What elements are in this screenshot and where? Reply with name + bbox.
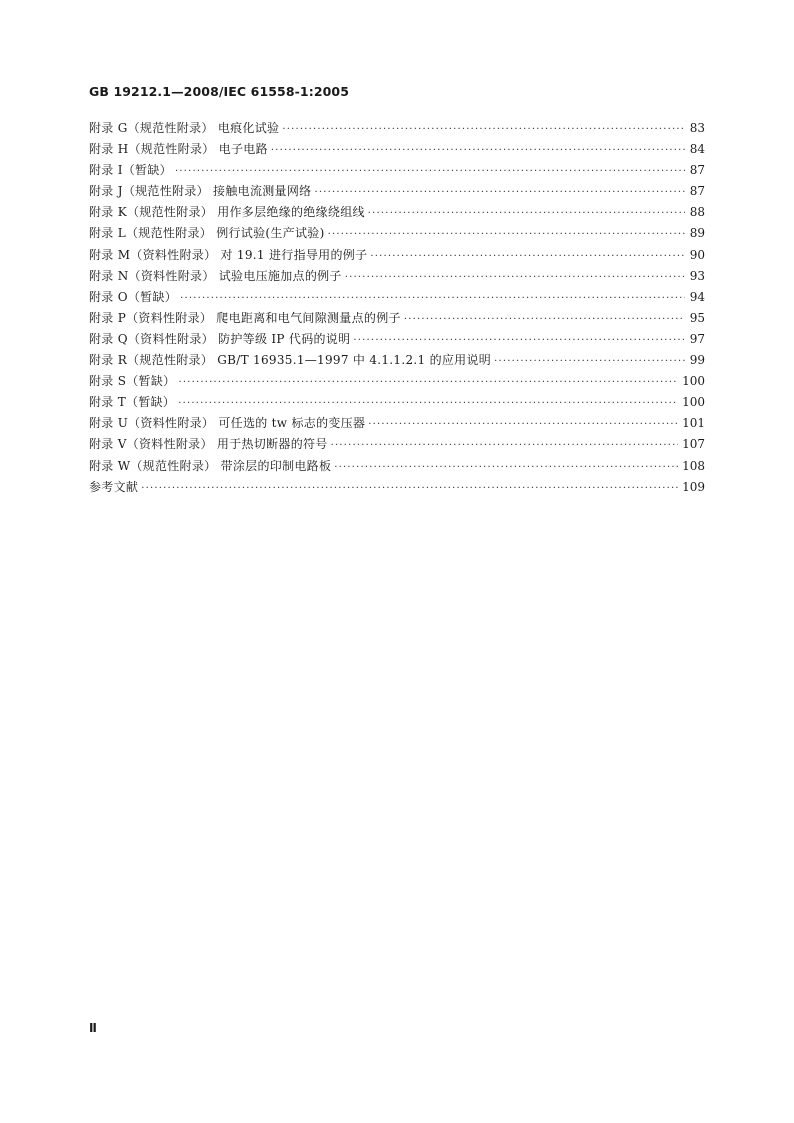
toc-leader-dots	[331, 440, 678, 451]
toc-entry[interactable]	[89, 351, 705, 372]
toc-leader-dots	[178, 377, 678, 388]
toc-entry-label: 附录 H（规范性附录） 电子电路	[89, 142, 268, 157]
toc-leader-dots	[368, 419, 678, 430]
toc-entry-page: 89	[689, 226, 705, 241]
toc-leader-dots	[494, 356, 685, 367]
toc-leader-dots	[175, 166, 685, 177]
toc-leader-dots	[282, 124, 685, 135]
toc-entry-label: 附录 L（规范性附录） 例行试验(生产试验)	[89, 226, 325, 241]
toc-leader-dots	[404, 314, 685, 325]
toc-leader-dots	[141, 483, 678, 494]
toc-entry[interactable]	[89, 372, 705, 393]
toc-entry-label: 附录 O（暂缺）	[89, 289, 178, 304]
toc-entry[interactable]	[89, 393, 705, 414]
toc-entry[interactable]	[89, 140, 705, 161]
toc-entry-label: 附录 R（规范性附录） GB/T 16935.1—1997 中 4.1.1.2.1 的应用说明	[89, 353, 492, 368]
toc-entry[interactable]	[89, 288, 705, 309]
toc-entry-page: 108	[682, 458, 705, 473]
toc-leader-dots	[271, 145, 685, 156]
toc-entry-label: 附录 K（规范性附录） 用作多层绝缘的绝缘绕组线	[89, 205, 365, 220]
toc-entry-label: 附录 M（资料性附录） 对 19.1 进行指导用的例子	[89, 247, 368, 262]
toc-entry-label: 附录 S（暂缺）	[89, 374, 176, 389]
toc-entry-page: 101	[682, 416, 705, 431]
toc-entry-label: 附录 V（资料性附录） 用于热切断器的符号	[89, 437, 328, 452]
toc-entry-page: 94	[689, 289, 705, 304]
toc-leader-dots	[334, 462, 678, 473]
toc-entry-page: 95	[689, 310, 705, 325]
toc-leader-dots	[345, 272, 685, 283]
toc-entry-label: 附录 J（规范性附录） 接触电流测量网络	[89, 184, 312, 199]
toc-entry[interactable]	[89, 478, 705, 499]
toc-entry[interactable]	[89, 457, 705, 478]
toc-entry-page: 90	[689, 247, 705, 262]
toc-entry-page: 100	[682, 374, 705, 389]
toc-entry[interactable]	[89, 414, 705, 435]
toc-entry-label: 附录 N（资料性附录） 试验电压施加点的例子	[89, 268, 342, 283]
toc-entry-page: 109	[682, 479, 705, 494]
toc-entry-label: 附录 U（资料性附录） 可任选的 tw 标志的变压器	[89, 416, 366, 431]
toc-entry-page: 83	[689, 121, 705, 135]
toc-entry[interactable]	[89, 203, 705, 224]
toc-entry-label: 附录 Q（资料性附录） 防护等级 IP 代码的说明	[89, 331, 351, 346]
toc-entry-page: 100	[682, 395, 705, 410]
toc-entry[interactable]	[89, 119, 705, 140]
toc-entry-label: 参考文献	[89, 479, 139, 494]
toc-entry-page: 87	[689, 184, 705, 199]
toc-entry-label: 附录 T（暂缺）	[89, 395, 176, 410]
toc-entry[interactable]	[89, 435, 705, 456]
toc-entry-page: 87	[689, 163, 705, 178]
toc-entry-page: 84	[689, 142, 705, 157]
toc-entry[interactable]	[89, 309, 705, 330]
toc-entry-page: 107	[682, 437, 705, 452]
toc-entry-page: 88	[689, 205, 705, 220]
toc-entry[interactable]	[89, 182, 705, 203]
page-number: Ⅱ	[89, 1021, 97, 1035]
toc-entry-page: 93	[689, 268, 705, 283]
toc-entry-page: 97	[689, 331, 705, 346]
toc-entry[interactable]	[89, 330, 705, 351]
toc-entry-label: 附录 G（规范性附录） 电痕化试验	[89, 121, 280, 135]
toc-entry[interactable]	[89, 246, 705, 267]
toc-entry-label: 附录 P（资料性附录） 爬电距离和电气间隙测量点的例子	[89, 310, 401, 325]
toc-entry[interactable]	[89, 161, 705, 182]
toc-leader-dots	[328, 229, 685, 240]
toc-entry-page: 99	[689, 353, 705, 368]
toc-entry-label: 附录 I（暂缺）	[89, 163, 172, 178]
toc-leader-dots	[368, 208, 685, 219]
toc-entry-label: 附录 W（规范性附录） 带涂层的印制电路板	[89, 458, 332, 473]
toc-leader-dots	[370, 251, 685, 262]
document-header: GB 19212.1—2008/IEC 61558-1:2005	[89, 84, 350, 99]
toc-leader-dots	[353, 335, 685, 346]
toc-leader-dots	[180, 293, 685, 304]
toc-leader-dots	[178, 398, 678, 409]
toc-entry[interactable]	[89, 224, 705, 245]
toc-leader-dots	[314, 187, 685, 198]
toc-entry[interactable]	[89, 267, 705, 288]
table-of-contents	[89, 119, 705, 499]
